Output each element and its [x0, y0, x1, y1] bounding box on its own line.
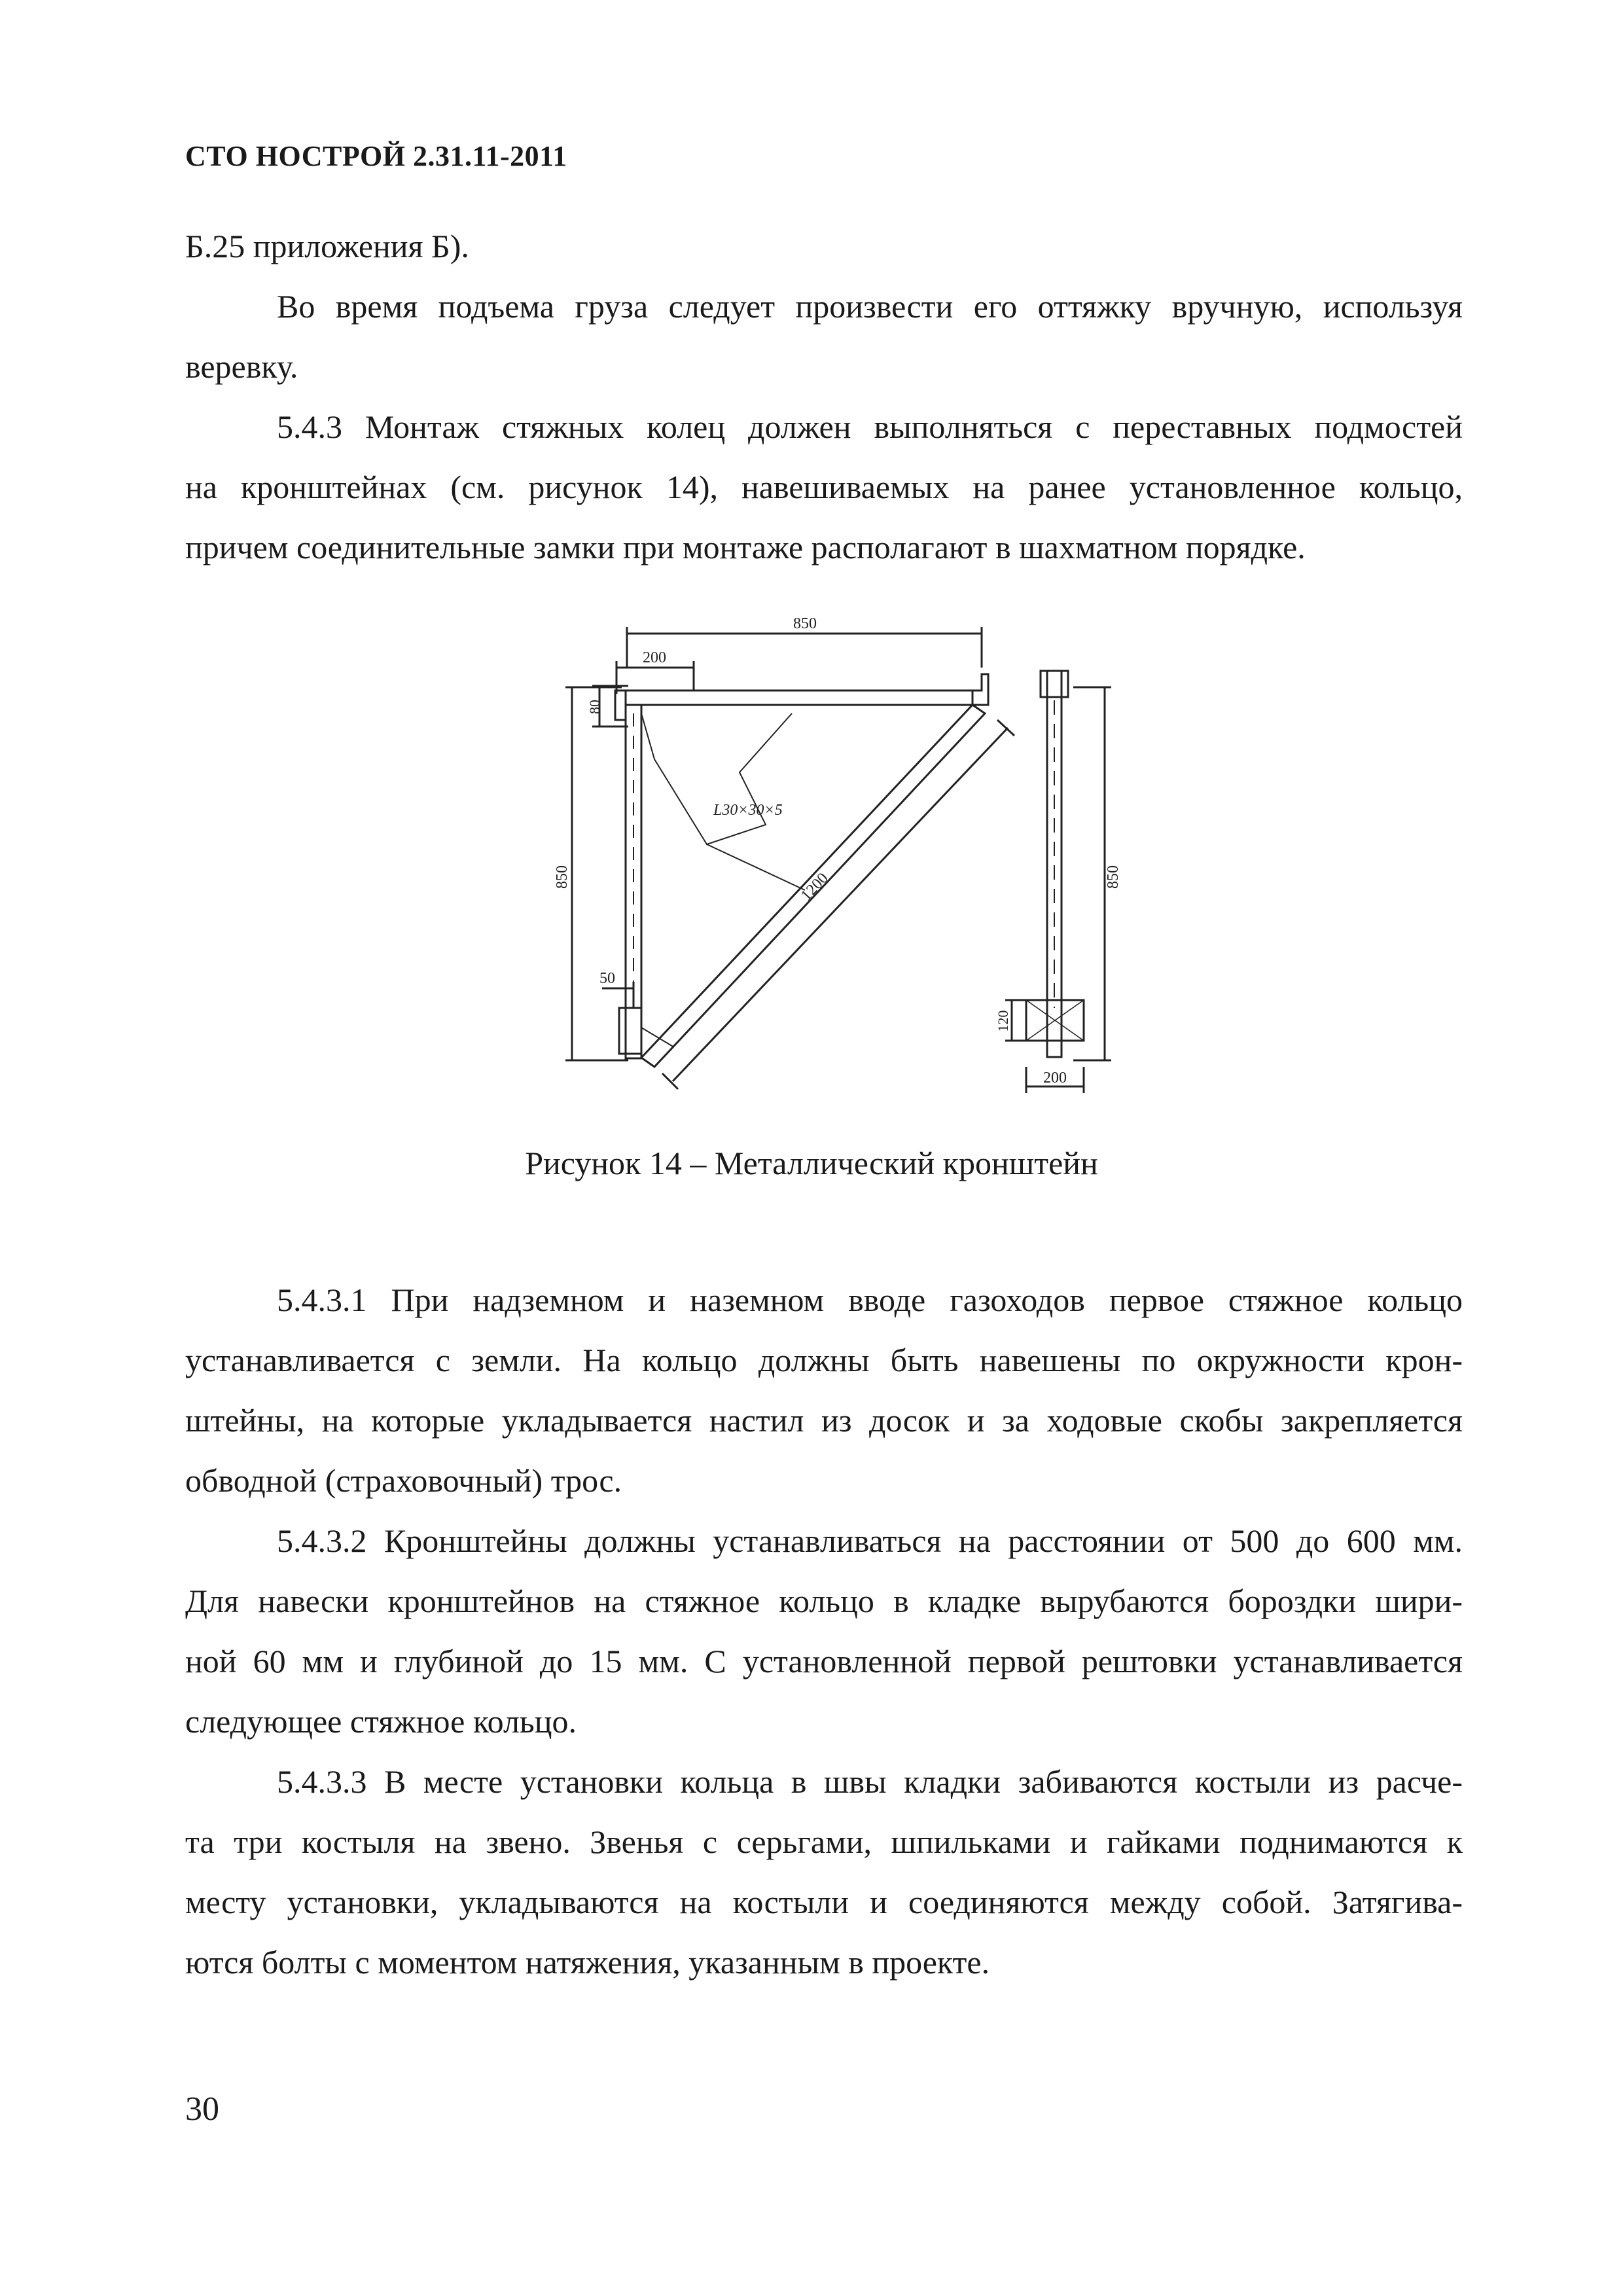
dim-200-top-label: 200	[643, 649, 666, 666]
profile-label: L30×30×5	[713, 802, 783, 819]
text-line: на кронштейнах (см. рисунок 14), навешиваемых на ранее установленное кольцо,	[185, 469, 1463, 505]
text-line: Во время подъема груза следует произвести его оттяжку вручную, используя	[277, 288, 1463, 325]
text-line: та три костыля на звено. Звенья с серьгами, шпильками и гайками поднимаются к	[185, 1823, 1463, 1860]
text-line: 5.4.3.3 В месте установки кольца в швы кладки забиваются костыли из расче-	[277, 1763, 1463, 1800]
text-line: Для навески кронштейнов на стяжное кольцо в кладке вырубаются бороздки шири-	[185, 1583, 1463, 1619]
bracket-drawing	[556, 615, 1145, 1113]
text-line: штейны, на которые укладывается настил из досок и за ходовые скобы закрепляется	[185, 1402, 1463, 1439]
document-header: СТО НОСТРОЙ 2.31.11-2011	[185, 140, 567, 172]
dim-top-label: 850	[793, 615, 817, 632]
dim-80-label: 80	[586, 700, 603, 714]
dim-1200-label: 1200	[798, 869, 832, 905]
text-line: веревку.	[185, 348, 298, 385]
text-line: следующее стяжное кольцо.	[185, 1703, 577, 1740]
text-line: месту установки, укладываются на костыли и соединяются между собой. Затягива-	[185, 1884, 1463, 1920]
dim-120-label: 120	[995, 1010, 1011, 1032]
bottom-text-block	[185, 1270, 1463, 1992]
text-line: 5.4.3 Монтаж стяжных колец должен выполняться с переставных подмостей	[277, 408, 1463, 445]
text-line: 5.4.3.1 При надземном и наземном вводе газоходов первое стяжное кольцо	[277, 1282, 1463, 1318]
page-number: 30	[185, 2090, 219, 2128]
text-line: ной 60 мм и глубиной до 15 мм. С установленной первой рештовки устанавливается	[185, 1643, 1463, 1679]
text-line: Б.25 приложения Б).	[185, 228, 469, 264]
text-line: устанавливается с земли. На кольцо должны быть навешены по окружности крон-	[185, 1342, 1463, 1378]
text-line: ются болты с моментом натяжения, указанным в проекте.	[185, 1944, 990, 1981]
dim-850-left-label: 850	[554, 865, 571, 889]
text-line: 5.4.3.2 Кронштейны должны устанавливаться на расстоянии от 500 до 600 мм.	[277, 1522, 1463, 1559]
top-text-block	[185, 216, 1463, 577]
text-line: обводной (страховочный) трос.	[185, 1462, 622, 1499]
figure-caption: Рисунок 14 – Металлический кронштейн	[525, 1145, 1098, 1181]
text-line: причем соединительные замки при монтаже располагают в шахматном порядке.	[185, 529, 1306, 565]
dim-200-bottom-label: 200	[1043, 1069, 1067, 1086]
dim-50-label: 50	[599, 970, 615, 987]
dim-850-right-label: 850	[1105, 865, 1122, 889]
